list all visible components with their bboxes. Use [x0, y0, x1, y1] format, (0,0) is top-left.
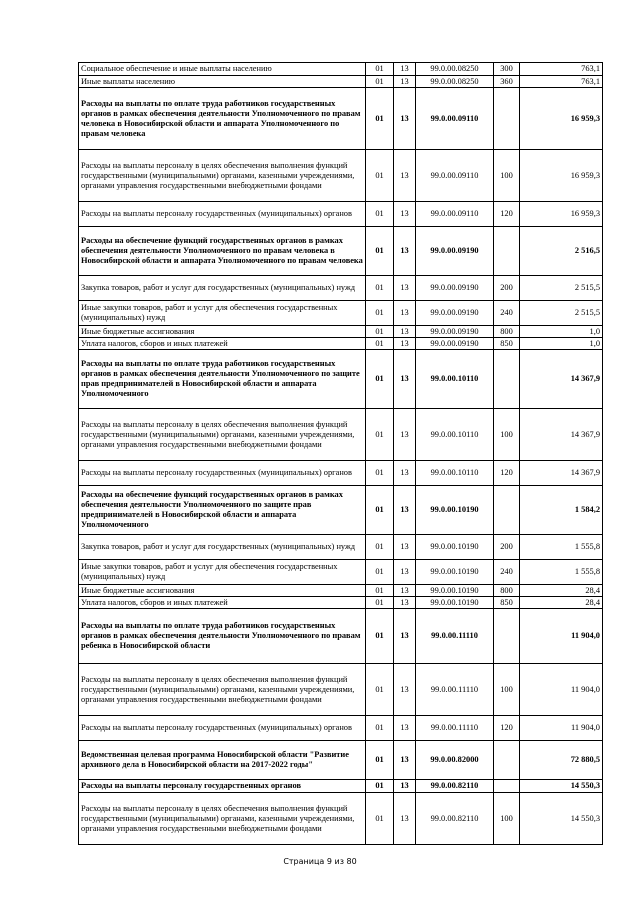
expense-name-cell: Иные выплаты населению [79, 76, 366, 88]
expense-type-cell: 240 [494, 301, 520, 326]
target-article-cell: 99.0.00.82110 [416, 780, 494, 793]
section-code-cell: 01 [366, 88, 394, 150]
expense-type-cell [494, 780, 520, 793]
amount-cell: 72 880,5 [520, 741, 603, 780]
table-row [79, 486, 603, 535]
amount-cell: 2 516,5 [520, 227, 603, 276]
subsection-code-cell: 13 [394, 535, 416, 560]
target-article-cell: 99.0.00.09190 [416, 301, 494, 326]
target-article-cell: 99.0.00.09110 [416, 202, 494, 227]
amount-cell: 14 367,9 [520, 461, 603, 486]
section-code-cell: 01 [366, 793, 394, 845]
expense-type-cell: 120 [494, 716, 520, 741]
subsection-code-cell: 13 [394, 326, 416, 338]
subsection-code-cell: 13 [394, 76, 416, 88]
expense-name-cell: Иные бюджетные ассигнования [79, 585, 366, 597]
table-row [79, 409, 603, 461]
table-row [79, 150, 603, 202]
expense-type-cell [494, 350, 520, 409]
table-row [79, 793, 603, 845]
expense-name-cell: Расходы на выплаты персоналу в целях обеспечения выполнения функций государственными (муниципальными) органами, казенными учреждениями, органами управления государственными внебюджетными фондами [79, 664, 366, 716]
expense-type-cell [494, 227, 520, 276]
target-article-cell: 99.0.00.10110 [416, 409, 494, 461]
section-code-cell: 01 [366, 741, 394, 780]
amount-cell: 28,4 [520, 597, 603, 609]
expense-name-cell: Расходы на выплаты по оплате труда работников государственных органов в рамках обеспечения деятельности Уполномоченного по защите прав предпринимателей в Новосибирской области и аппарата Уполномоченного [79, 350, 366, 409]
expense-name-cell: Иные закупки товаров, работ и услуг для обеспечения государственных (муниципальных) нужд [79, 560, 366, 585]
amount-cell: 16 959,3 [520, 88, 603, 150]
subsection-code-cell: 13 [394, 461, 416, 486]
expense-name-cell: Расходы на выплаты по оплате труда работников государственных органов в рамках обеспечения деятельности Уполномоченного по правам человека в Новосибирской области и аппарата Уполномоченного по правам человека [79, 88, 366, 150]
expense-name-cell: Расходы на выплаты по оплате труда работников государственных органов в рамках обеспечения деятельности Уполномоченного по правам ребенка в Новосибирской области [79, 609, 366, 664]
amount-cell: 763,1 [520, 63, 603, 76]
table-row [79, 202, 603, 227]
expense-name-cell: Расходы на выплаты персоналу государственных (муниципальных) органов [79, 716, 366, 741]
amount-cell: 2 515,5 [520, 276, 603, 301]
table-row [79, 461, 603, 486]
subsection-code-cell: 13 [394, 597, 416, 609]
section-code-cell: 01 [366, 461, 394, 486]
amount-cell: 1,0 [520, 338, 603, 350]
expense-name-cell: Уплата налогов, сборов и иных платежей [79, 338, 366, 350]
expense-type-cell: 800 [494, 585, 520, 597]
table-row [79, 326, 603, 338]
budget-table [78, 62, 603, 845]
subsection-code-cell: 13 [394, 88, 416, 150]
expense-name-cell: Расходы на выплаты персоналу в целях обеспечения выполнения функций государственными (муниципальными) органами, казенными учреждениями, органами управления государственными внебюджетными фондами [79, 409, 366, 461]
expense-type-cell: 120 [494, 202, 520, 227]
section-code-cell: 01 [366, 326, 394, 338]
expense-name-cell: Иные бюджетные ассигнования [79, 326, 366, 338]
table-row [79, 741, 603, 780]
subsection-code-cell: 13 [394, 664, 416, 716]
amount-cell: 16 959,3 [520, 202, 603, 227]
amount-cell: 1 584,2 [520, 486, 603, 535]
budget-table-body [79, 63, 603, 845]
table-row [79, 535, 603, 560]
expense-type-cell [494, 88, 520, 150]
target-article-cell: 99.0.00.09190 [416, 326, 494, 338]
expense-type-cell [494, 741, 520, 780]
table-row [79, 63, 603, 76]
section-code-cell: 01 [366, 609, 394, 664]
target-article-cell: 99.0.00.10110 [416, 350, 494, 409]
expense-name-cell: Расходы на выплаты персоналу в целях обеспечения выполнения функций государственными (муниципальными) органами, казенными учреждениями, органами управления государственными внебюджетными фондами [79, 150, 366, 202]
expense-type-cell: 200 [494, 276, 520, 301]
subsection-code-cell: 13 [394, 202, 416, 227]
expense-type-cell: 850 [494, 338, 520, 350]
table-row [79, 664, 603, 716]
target-article-cell: 99.0.00.82000 [416, 741, 494, 780]
section-code-cell: 01 [366, 276, 394, 301]
target-article-cell: 99.0.00.82110 [416, 793, 494, 845]
expense-type-cell: 200 [494, 535, 520, 560]
amount-cell: 16 959,3 [520, 150, 603, 202]
amount-cell: 11 904,0 [520, 664, 603, 716]
table-row [79, 227, 603, 276]
expense-name-cell: Расходы на выплаты персоналу государственных органов [79, 780, 366, 793]
target-article-cell: 99.0.00.09190 [416, 227, 494, 276]
expense-name-cell: Социальное обеспечение и иные выплаты населению [79, 63, 366, 76]
expense-type-cell: 100 [494, 409, 520, 461]
section-code-cell: 01 [366, 202, 394, 227]
expense-type-cell: 850 [494, 597, 520, 609]
subsection-code-cell: 13 [394, 609, 416, 664]
expense-name-cell: Уплата налогов, сборов и иных платежей [79, 597, 366, 609]
expense-name-cell: Расходы на обеспечение функций государственных органов в рамках обеспечения деятельности Уполномоченного по защите прав предпринимателей в Новосибирской области и аппарата Уполномоченного [79, 486, 366, 535]
table-row [79, 780, 603, 793]
expense-name-cell: Расходы на выплаты персоналу государственных (муниципальных) органов [79, 202, 366, 227]
expense-type-cell: 100 [494, 793, 520, 845]
subsection-code-cell: 13 [394, 793, 416, 845]
amount-cell: 1 555,8 [520, 535, 603, 560]
subsection-code-cell: 13 [394, 409, 416, 461]
table-row [79, 560, 603, 585]
expense-name-cell: Расходы на обеспечение функций государственных органов в рамках обеспечения деятельности Уполномоченного по правам человека в Новосибирской области и аппарата Уполномоченного по правам человека [79, 227, 366, 276]
section-code-cell: 01 [366, 350, 394, 409]
amount-cell: 28,4 [520, 585, 603, 597]
page-footer: Страница 9 из 80 [283, 857, 357, 866]
subsection-code-cell: 13 [394, 227, 416, 276]
subsection-code-cell: 13 [394, 486, 416, 535]
section-code-cell: 01 [366, 585, 394, 597]
amount-cell: 14 367,9 [520, 350, 603, 409]
expense-type-cell [494, 486, 520, 535]
table-row [79, 88, 603, 150]
amount-cell: 14 367,9 [520, 409, 603, 461]
subsection-code-cell: 13 [394, 560, 416, 585]
table-row [79, 338, 603, 350]
expense-name-cell: Расходы на выплаты персоналу в целях обеспечения выполнения функций государственными (муниципальными) органами, казенными учреждениями, органами управления государственными внебюджетными фондами [79, 793, 366, 845]
section-code-cell: 01 [366, 597, 394, 609]
subsection-code-cell: 13 [394, 150, 416, 202]
target-article-cell: 99.0.00.08250 [416, 76, 494, 88]
table-row [79, 76, 603, 88]
amount-cell: 11 904,0 [520, 609, 603, 664]
table-row [79, 276, 603, 301]
subsection-code-cell: 13 [394, 63, 416, 76]
section-code-cell: 01 [366, 76, 394, 88]
subsection-code-cell: 13 [394, 780, 416, 793]
target-article-cell: 99.0.00.10190 [416, 585, 494, 597]
target-article-cell: 99.0.00.08250 [416, 63, 494, 76]
section-code-cell: 01 [366, 63, 394, 76]
target-article-cell: 99.0.00.10190 [416, 486, 494, 535]
expense-type-cell: 100 [494, 150, 520, 202]
expense-name-cell: Расходы на выплаты персоналу государственных (муниципальных) органов [79, 461, 366, 486]
expense-type-cell: 240 [494, 560, 520, 585]
subsection-code-cell: 13 [394, 350, 416, 409]
amount-cell: 2 515,5 [520, 301, 603, 326]
target-article-cell: 99.0.00.11110 [416, 664, 494, 716]
amount-cell: 763,1 [520, 76, 603, 88]
expense-type-cell: 120 [494, 461, 520, 486]
subsection-code-cell: 13 [394, 276, 416, 301]
subsection-code-cell: 13 [394, 301, 416, 326]
table-row [79, 585, 603, 597]
expense-type-cell: 100 [494, 664, 520, 716]
section-code-cell: 01 [366, 716, 394, 741]
section-code-cell: 01 [366, 227, 394, 276]
subsection-code-cell: 13 [394, 716, 416, 741]
table-row [79, 597, 603, 609]
expense-type-cell: 360 [494, 76, 520, 88]
target-article-cell: 99.0.00.09190 [416, 276, 494, 301]
section-code-cell: 01 [366, 150, 394, 202]
target-article-cell: 99.0.00.09190 [416, 338, 494, 350]
subsection-code-cell: 13 [394, 338, 416, 350]
section-code-cell: 01 [366, 409, 394, 461]
expense-name-cell: Иные закупки товаров, работ и услуг для обеспечения государственных (муниципальных) нужд [79, 301, 366, 326]
expense-type-cell: 300 [494, 63, 520, 76]
expense-name-cell: Закупка товаров, работ и услуг для государственных (муниципальных) нужд [79, 276, 366, 301]
section-code-cell: 01 [366, 338, 394, 350]
table-row [79, 301, 603, 326]
expense-name-cell: Ведомственная целевая программа Новосибирской области "Развитие архивного дела в Новосибирской области на 2017-2022 годы" [79, 741, 366, 780]
section-code-cell: 01 [366, 301, 394, 326]
amount-cell: 14 550,3 [520, 793, 603, 845]
section-code-cell: 01 [366, 535, 394, 560]
target-article-cell: 99.0.00.09110 [416, 150, 494, 202]
target-article-cell: 99.0.00.10190 [416, 560, 494, 585]
section-code-cell: 01 [366, 664, 394, 716]
section-code-cell: 01 [366, 560, 394, 585]
subsection-code-cell: 13 [394, 585, 416, 597]
amount-cell: 14 550,3 [520, 780, 603, 793]
target-article-cell: 99.0.00.11110 [416, 609, 494, 664]
expense-type-cell [494, 609, 520, 664]
section-code-cell: 01 [366, 780, 394, 793]
target-article-cell: 99.0.00.11110 [416, 716, 494, 741]
amount-cell: 11 904,0 [520, 716, 603, 741]
target-article-cell: 99.0.00.10190 [416, 597, 494, 609]
table-row [79, 350, 603, 409]
expense-type-cell: 800 [494, 326, 520, 338]
target-article-cell: 99.0.00.10110 [416, 461, 494, 486]
subsection-code-cell: 13 [394, 741, 416, 780]
amount-cell: 1,0 [520, 326, 603, 338]
amount-cell: 1 555,8 [520, 560, 603, 585]
expense-name-cell: Закупка товаров, работ и услуг для государственных (муниципальных) нужд [79, 535, 366, 560]
target-article-cell: 99.0.00.10190 [416, 535, 494, 560]
table-row [79, 609, 603, 664]
table-row [79, 716, 603, 741]
section-code-cell: 01 [366, 486, 394, 535]
target-article-cell: 99.0.00.09110 [416, 88, 494, 150]
